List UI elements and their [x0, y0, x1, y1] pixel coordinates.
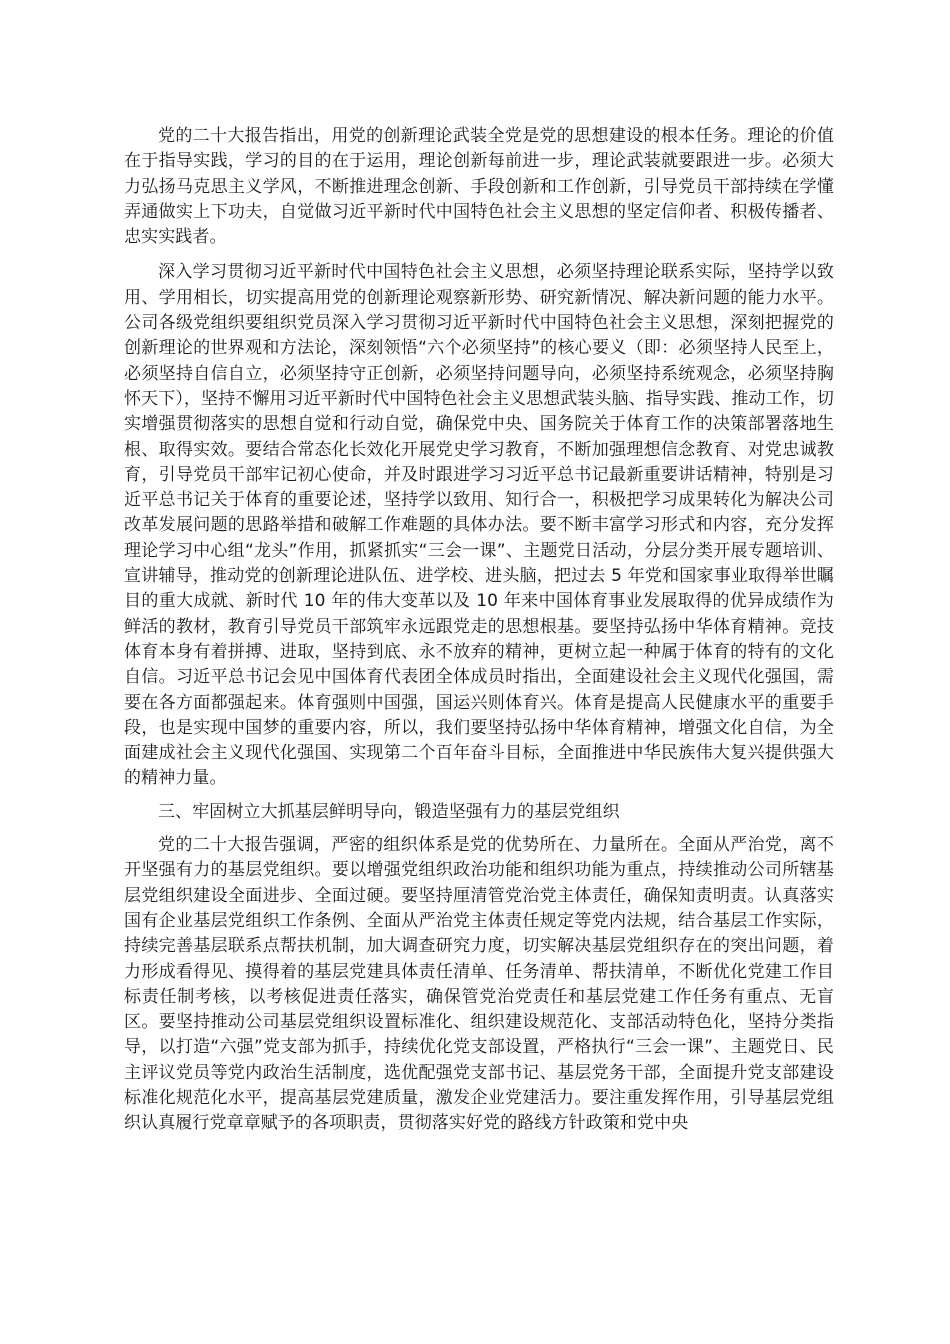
- document-body: [124, 124, 834, 1137]
- paragraph-spacer: [124, 825, 834, 833]
- paragraph-grassroots-organization: 党的二十大报告强调，严密的组织体系是党的优势所在、力量所在。全面从严治党，离不开坚强有力的基层党组织。要以增强党组织政治功能和组织功能为重点，持续推动公司所辖基层党组织建设全面进步、全面过硬。要坚持厘清管党治党主体责任，确保知责明责。认真落实国有企业基层党组织工作条例、全面从严治党主体责任规定等党内法规，结合基层工作实际，持续完善基层联系点帮扶机制，加大调查研究力度，切实解决基层党组织存在的突出问题，着力形成看得见、摸得着的基层党建具体责任清单、任务清单、帮扶清单，不断优化党建工作目标责任制考核，以考核促进责任落实，确保管党治党责任和基层党建工作任务有重点、无盲区。要坚持推动公司基层党组织设置标准化、组织建设规范化、支部活动特色化，坚持分类指导，以打造“六强”党支部为抓手，持续优化党支部设置，严格执行“三会一课”、主题党日、民主评议党员等党内政治生活制度，选优配强党支部书记、基层党务干部，全面提升党支部建设标准化规范化水平，提高基层党建质量，激发企业党建活力。要注重发挥作用，引导基层党组织认真履行党章章赋予的各项职责，贯彻落实好党的路线方针政策和党中央: [124, 835, 834, 1134]
- paragraph-theory-arming: 党的二十大报告指出，用党的创新理论武装全党是党的思想建设的根本任务。理论的价值在于指导实践，学习的目的在于运用，理论创新每前进一步，理论武装就要跟进一步。必须大力弘扬马克思主义学风，不断推进理念创新、手段创新和工作创新，引导党员干部持续在学懂弄通做实上下功夫，自觉做习近平新时代中国特色社会主义思想的坚定信仰者、积极传播者、忠实实践者。: [124, 126, 834, 248]
- paragraph-study-thought: 深入学习贯彻习近平新时代中国特色社会主义思想，必须坚持理论联系实际，坚持学以致用、学用相长，切实提高用党的创新理论观察新形势、研究新情况、解决新问题的能力水平。公司各级党组织要组织党员深入学习贯彻习近平新时代中国特色社会主义思想，深刻把握党的创新理论的世界观和方法论，深刻领悟“六个必须坚持”的核心要义（即：必须坚持人民至上，必须坚持自信自立，必须坚持守正创新，必须坚持问题导向，必须坚持系统观念，必须坚持胸怀天下），坚持不懈用习近平新时代中国特色社会主义思想武装头脑、指导实践、推动工作，切实增强贯彻落实的思想自觉和行动自觉，确保党中央、国务院关于体育工作的决策部署落地生根、取得实效。要结合常态化长效化开展党史学习教育，不断加强理想信念教育、对党忠诚教育，引导党员干部牢记初心使命，并及时跟进学习习近平总书记最新重要讲话精神，特别是习近平总书记关于体育的重要论述，坚持学以致用、知行合一，积极把学习成果转化为解决公司改革发展问题的思路举措和破解工作难题的具体办法。要不断丰富学习形式和内容，充分发挥理论学习中心组“龙头”作用，抓紧抓实“三会一课”、主题党日活动，分层分类开展专题培训、宣讲辅导，推动党的创新理论进队伍、进学校、进头脑，把过去 5 年党和国家事业取得举世瞩目的重大成就、新时代 10 年的伟大变革以及 10 年来中国体育事业发展取得的优异成绩作为鲜活的教材，教育引导党员干部筑牢永远跟党走的思想根基。要坚持弘扬中华体育精神。竞技体育本身有着拼搏、进取，坚持到底、永不放弃的精神，更树立起一种属于体育的特有的文化自信。习近平总书记会见中国体育代表团全体成员时指出，全面建设社会主义现代化强国，需要在各方面都强起来。体育强则中国强，国运兴则体育兴。体育是提高人民健康水平的重要手段，也是实现中国梦的重要内容，所以，我们要坚持弘扬中华体育精神，增强文化自信，为全面建成社会主义现代化强国、实现第二个百年奋斗目标，全面推进中华民族伟大复兴提供强大的精神力量。: [124, 262, 834, 789]
- paragraph-spacer: [124, 250, 834, 260]
- section-heading: 三、牢固树立大抓基层鲜明导向，锻造坚强有力的基层党组织: [158, 801, 620, 822]
- paragraph-spacer: [124, 792, 834, 800]
